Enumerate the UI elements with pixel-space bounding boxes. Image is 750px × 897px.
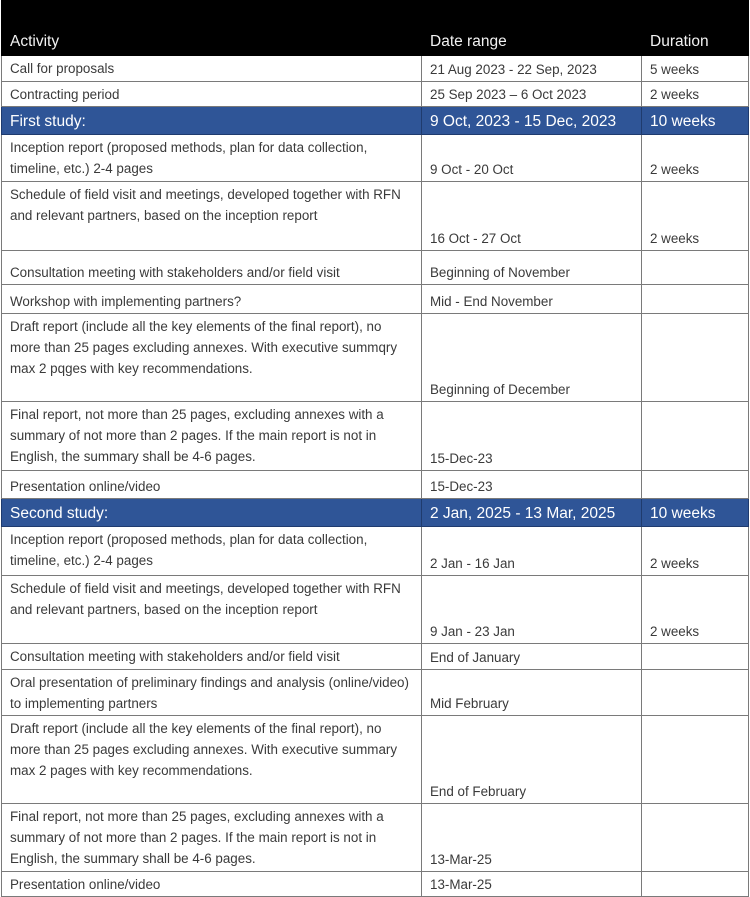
date-cell: 9 Oct - 20 Oct [422,135,642,182]
duration-cell: 2 weeks [642,527,749,576]
activity-cell: Workshop with implementing partners? [2,285,422,314]
date-cell: 25 Sep 2023 – 6 Oct 2023 [422,82,642,107]
duration-cell: 2 weeks [642,135,749,182]
date-cell: 9 Jan - 23 Jan [422,576,642,644]
duration-cell [642,285,749,314]
table-row [2,576,749,644]
date-cell: 15-Dec-23 [422,402,642,471]
section-title: Second study: [2,499,422,527]
date-cell: 15-Dec-23 [422,471,642,499]
table-row [2,471,749,499]
date-cell: 21 Aug 2023 - 22 Sep, 2023 [422,56,642,82]
table-row [2,251,749,285]
section-duration: 10 weeks [642,107,749,135]
header-date-range: Date range [422,1,642,56]
duration-cell [642,804,749,872]
table-row [2,402,749,471]
section-date: 9 Oct, 2023 - 15 Dec, 2023 [422,107,642,135]
activity-cell: Oral presentation of preliminary findings and analysis (online/video) to implementing partners [2,670,422,716]
duration-cell [642,716,749,804]
header-activity: Activity [2,1,422,56]
activity-cell: Inception report (proposed methods, plan for data collection, timeline, etc.) 2-4 pages [2,527,422,576]
table-row [2,56,749,82]
table-row [2,285,749,314]
section-date: 2 Jan, 2025 - 13 Mar, 2025 [422,499,642,527]
duration-cell: 2 weeks [642,576,749,644]
date-cell: Mid - End November [422,285,642,314]
duration-cell: 2 weeks [642,82,749,107]
table-row [2,872,749,897]
table-row [2,135,749,182]
date-cell: 13-Mar-25 [422,804,642,872]
activity-cell: Final report, not more than 25 pages, excluding annexes with a summary of not more than 2 pages. If the main report is not in English, the summary shall be 4-6 pages. [2,402,422,471]
duration-cell [642,471,749,499]
table-row [2,716,749,804]
activity-cell: Draft report (include all the key elements of the final report), no more than 25 pages excluding annexes. With executive summqry max 2 pqges with key recommendations. [2,314,422,402]
section-row-second-study [2,499,749,527]
date-cell: Beginning of December [422,314,642,402]
table-row [2,314,749,402]
activity-cell: Consultation meeting with stakeholders and/or field visit [2,644,422,670]
duration-cell [642,402,749,471]
table-row [2,804,749,872]
section-title: First study: [2,107,422,135]
date-cell: 2 Jan - 16 Jan [422,527,642,576]
section-row-first-study [2,107,749,135]
activity-cell: Inception report (proposed methods, plan for data collection, timeline, etc.) 2-4 pages [2,135,422,182]
activity-cell: Draft report (include all the key elements of the final report), no more than 25 pages excluding annexes. With executive summary max 2 pages with key recommendations. [2,716,422,804]
header-duration: Duration [642,1,749,56]
duration-cell [642,314,749,402]
duration-cell: 5 weeks [642,56,749,82]
activity-cell: Contracting period [2,82,422,107]
duration-cell [642,251,749,285]
table-header-row [2,1,749,56]
duration-cell [642,872,749,897]
date-cell: Beginning of November [422,251,642,285]
schedule-table [1,0,749,897]
date-cell: End of February [422,716,642,804]
table-row [2,644,749,670]
date-cell: End of January [422,644,642,670]
activity-cell: Schedule of field visit and meetings, developed together with RFN and relevant partners, based on the inception report [2,576,422,644]
duration-cell: 2 weeks [642,182,749,251]
table-row [2,182,749,251]
activity-cell: Call for proposals [2,56,422,82]
table-row [2,670,749,716]
table-row [2,527,749,576]
date-cell: 13-Mar-25 [422,872,642,897]
duration-cell [642,670,749,716]
duration-cell [642,644,749,670]
activity-cell: Schedule of field visit and meetings, developed together with RFN and relevant partners, based on the inception report [2,182,422,251]
activity-cell: Presentation online/video [2,872,422,897]
date-cell: Mid February [422,670,642,716]
activity-cell: Final report, not more than 25 pages, excluding annexes with a summary of not more than 2 pages. If the main report is not in English, the summary shall be 4-6 pages. [2,804,422,872]
date-cell: 16 Oct - 27 Oct [422,182,642,251]
section-duration: 10 weeks [642,499,749,527]
activity-cell: Presentation online/video [2,471,422,499]
table-row [2,82,749,107]
activity-cell: Consultation meeting with stakeholders and/or field visit [2,251,422,285]
